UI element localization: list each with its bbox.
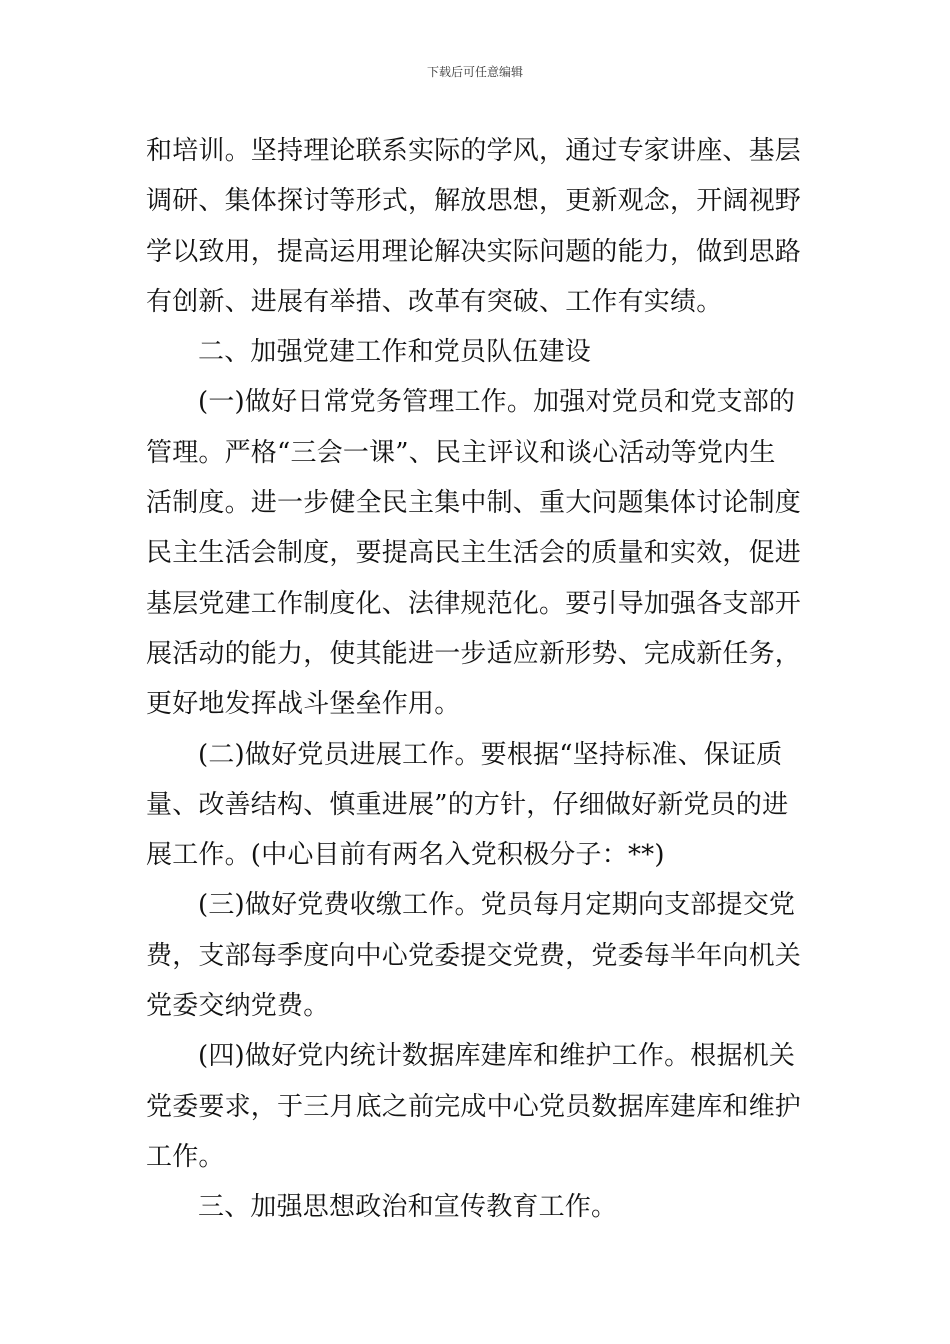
text-line: 展活动的能力，使其能进一步适应新形势、完成新任务， — [146, 638, 802, 669]
document-body — [146, 130, 810, 1237]
text-line: 和培训。坚持理论联系实际的学风，通过专家讲座、基层 — [146, 136, 802, 166]
text-line: (一)做好日常党务管理工作。加强对党员和党支部的 — [198, 387, 796, 418]
text-line: 民主生活会制度，要提高民主生活会的质量和实效，促进 — [146, 538, 802, 569]
text-line: 费，支部每季度向中心党委提交党费，党委每半年向机关 — [146, 940, 802, 971]
text-line: (四)做好党内统计数据库建库和维护工作。根据机关 — [198, 1041, 796, 1072]
text-line: 工作。 — [146, 1141, 225, 1172]
text-line: (二)做好党员进展工作。要根据“坚持标准、保证质 — [198, 739, 783, 770]
text-line: 党委交纳党费。 — [146, 991, 330, 1022]
text-line: 量、改善结构、慎重进展”的方针，仔细做好新党员的进 — [146, 789, 789, 820]
text-line: 党委要求，于三月底之前完成中心党员数据库建库和维护 — [146, 1091, 802, 1122]
section-heading-3: 三、加强思想政治和宣传教育工作。 — [198, 1192, 618, 1223]
text-line: 基层党建工作制度化、法律规范化。要引导加强各支部开 — [146, 588, 802, 619]
text-line: 展工作。(中心目前有两名入党积极分子：**) — [146, 840, 665, 871]
text-line: (三)做好党费收缴工作。党员每月定期向支部提交党 — [198, 890, 796, 921]
section-heading-2: 二、加强党建工作和党员队伍建设 — [198, 337, 592, 368]
page-header: 下载后可任意编辑 — [426, 65, 523, 79]
text-line: 管理。严格“三会一课”、民主评议和谈心活动等党内生 — [146, 437, 776, 468]
text-line: 学以致用，提高运用理论解决实际问题的能力，做到思路 — [146, 236, 802, 267]
text-line: 更好地发挥战斗堡垒作用。 — [146, 689, 461, 720]
text-line: 调研、集体探讨等形式，解放思想，更新观念，开阔视野 — [146, 186, 802, 217]
text-line: 活制度。进一步健全民主集中制、重大问题集体讨论制度 — [146, 488, 802, 519]
text-line: 有创新、进展有举措、改革有突破、工作有实绩。 — [146, 286, 723, 317]
